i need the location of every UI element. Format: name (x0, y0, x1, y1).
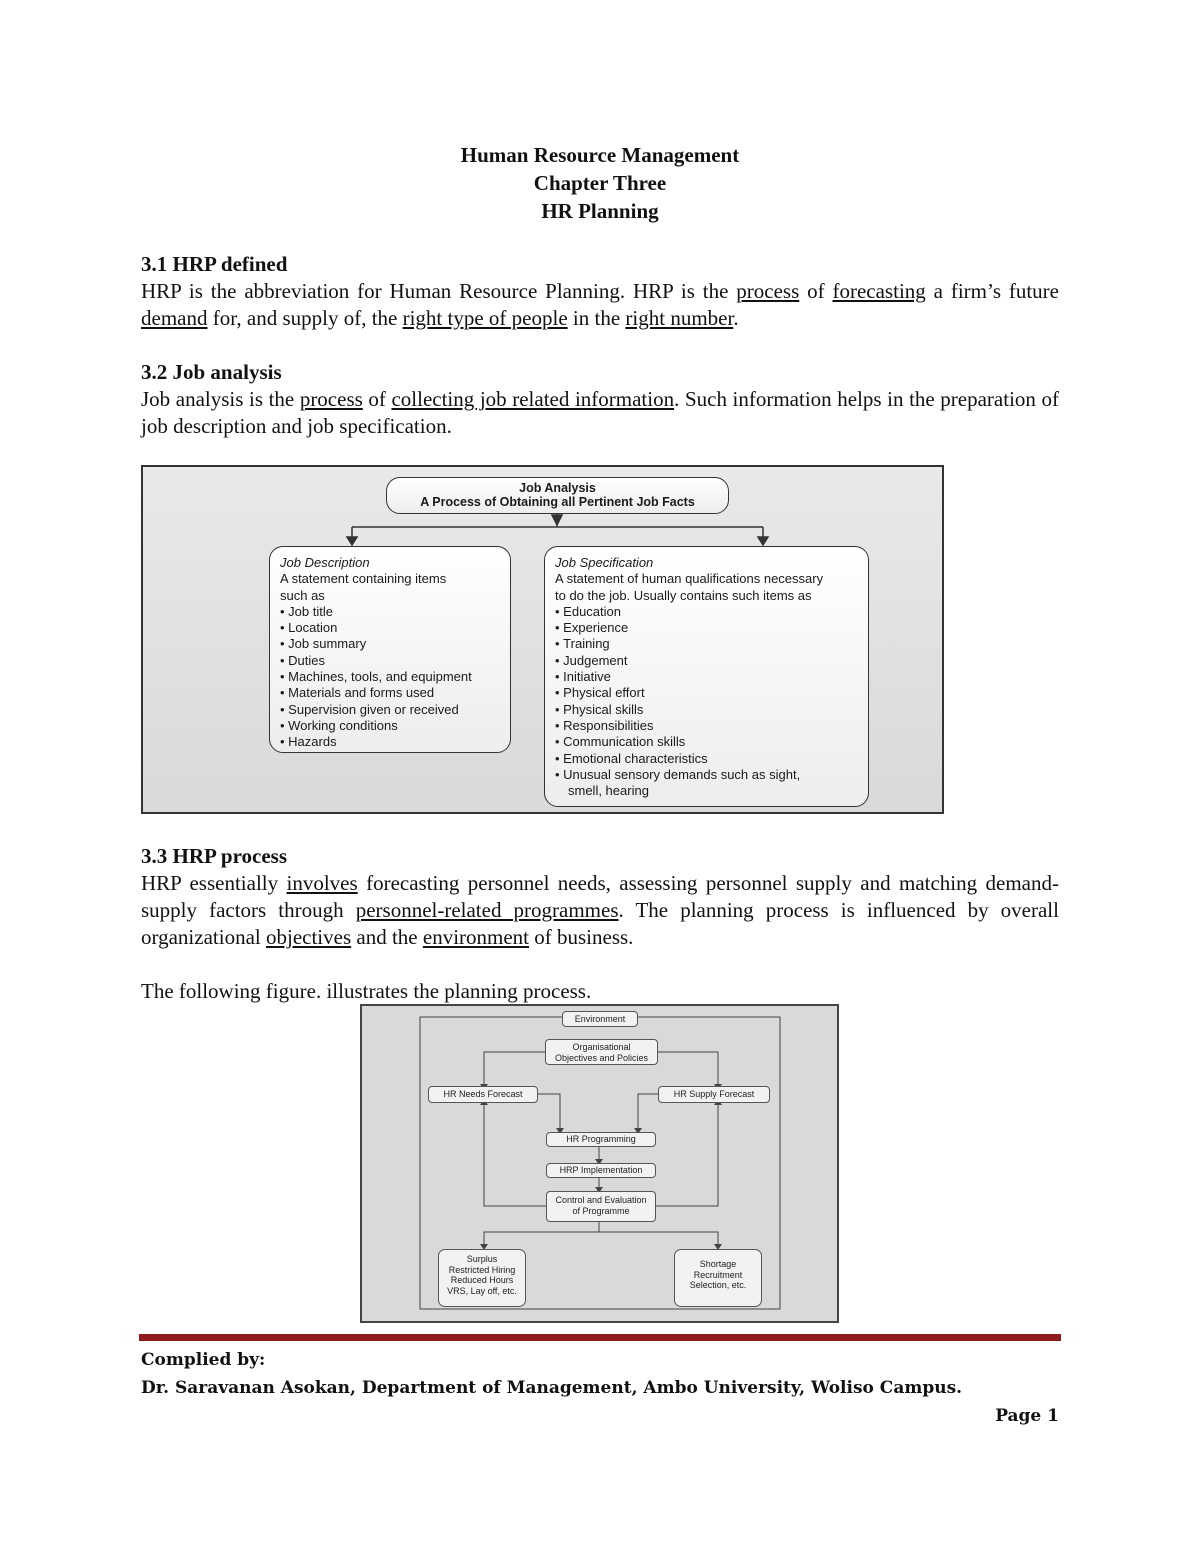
connector-line (538, 1094, 560, 1130)
section-paragraph (141, 870, 1059, 951)
text-run: of (362, 387, 392, 411)
chapter-title: Chapter Three (533, 171, 667, 195)
list-item: • Hazards (280, 734, 500, 750)
box-label: of Programme (572, 1205, 630, 1216)
arrow-head (347, 537, 357, 545)
box-heading: Job Description (280, 555, 370, 570)
job-description-box (269, 546, 511, 753)
list-item: • Duties (280, 653, 500, 669)
box-label: Recruitment (693, 1269, 743, 1280)
box-label: Organisational (572, 1042, 631, 1052)
figure-title: Job Analysis (519, 481, 596, 495)
list-item: • Supervision given or received (280, 702, 500, 718)
section-heading: 3.3 HRP process (141, 844, 288, 868)
text-run: Job analysis is the (141, 387, 300, 411)
job-specification-list (555, 604, 858, 783)
list-item: • Working conditions (280, 718, 500, 734)
text-run: . (733, 306, 739, 330)
section-paragraph (141, 386, 1059, 440)
arrow-head (552, 515, 562, 525)
text-run: a firm’s future (925, 279, 1059, 303)
underlined-term: demand (141, 306, 208, 330)
list-item: • Emotional characteristics (555, 751, 858, 767)
author-line: Dr. Saravanan Asokan, Department of Management, Ambo University, Woliso Campus. (141, 1378, 963, 1398)
job-description-list (280, 604, 500, 751)
box-label: VRS, Lay off, etc. (447, 1285, 517, 1296)
text-run: . The planning process is influenced by overall organizational (141, 898, 1059, 949)
hr-programming-box: HR Programming (546, 1132, 656, 1147)
text-run: of (799, 279, 833, 303)
box-label: Selection, etc. (689, 1280, 747, 1290)
text-run: HRP is the abbreviation for Human Resource Planning. HRP is the (141, 279, 737, 303)
compiled-by-label: Complied by: (141, 1350, 266, 1370)
list-item: • Education (555, 604, 858, 620)
list-item: • Communication skills (555, 734, 858, 750)
box-label: Shortage (699, 1259, 737, 1269)
underlined-term: environment (422, 925, 530, 949)
underlined-term: involves (286, 871, 358, 895)
surplus-box (438, 1249, 526, 1307)
underlined-term: objectives (266, 925, 352, 949)
text-run: in the (567, 306, 626, 330)
list-item-continuation: smell, hearing (568, 783, 649, 799)
footer-rule (139, 1334, 1061, 1341)
box-label: Control and Evaluation (555, 1195, 647, 1205)
list-item: • Training (555, 636, 858, 652)
hr-needs-forecast-box: HR Needs Forecast (428, 1086, 538, 1103)
list-item: • Responsibilities (555, 718, 858, 734)
job-specification-box (544, 546, 869, 807)
list-item: • Initiative (555, 669, 858, 685)
list-item: • Location (280, 620, 500, 636)
box-intro: A statement containing items (280, 571, 447, 587)
text-run: . Such information helps in the preparation of job description and job specification. (141, 387, 1059, 438)
box-label: Restricted Hiring (448, 1264, 516, 1275)
underlined-term: personnel-related programmes (355, 898, 619, 922)
list-item: • Judgement (555, 653, 858, 669)
list-item: • Physical skills (555, 702, 858, 718)
job-analysis-title-box (386, 477, 729, 514)
box-intro: to do the job. Usually contains such items as (555, 587, 812, 603)
section-3-3 (141, 843, 1059, 1005)
section-3-1 (141, 251, 1059, 332)
underlined-term: process (736, 279, 800, 303)
underlined-term: collecting job related information (391, 387, 675, 411)
page-number: Page 1 (995, 1406, 1059, 1426)
connector-line (656, 1103, 718, 1206)
connector-line (484, 1052, 545, 1086)
list-item: • Experience (555, 620, 858, 636)
control-evaluation-box (546, 1191, 656, 1222)
connector-line (638, 1094, 658, 1130)
section-heading: 3.1 HRP defined (141, 252, 288, 276)
underlined-term: forecasting (832, 279, 926, 303)
arrow-head (758, 537, 768, 545)
connector-line (484, 1222, 599, 1246)
figure-intro: The following figure. illustrates the planning process. (141, 979, 592, 1003)
objectives-box (545, 1039, 658, 1065)
underlined-term: right number (625, 306, 734, 330)
topic-title: HR Planning (541, 199, 659, 223)
hrp-implementation-box: HRP Implementation (546, 1163, 656, 1178)
text-run: for, and supply of, the (207, 306, 403, 330)
box-label: Surplus (466, 1254, 498, 1264)
section-3-2 (141, 359, 1059, 440)
text-run: forecasting personnel needs, assessing personnel supply and matching demand-supply factors through (141, 871, 1059, 922)
connector-line (599, 1232, 718, 1246)
box-intro: such as (280, 587, 325, 603)
list-item: • Job summary (280, 636, 500, 652)
document-title: Human Resource Management (460, 143, 740, 167)
job-analysis-figure (141, 465, 944, 814)
list-item: • Unusual sensory demands such as sight, (555, 767, 858, 783)
list-item: • Job title (280, 604, 500, 620)
section-paragraph (141, 278, 1059, 332)
box-label: Objectives and Policies (554, 1052, 649, 1063)
figure-subtitle: A Process of Obtaining all Pertinent Job Facts (420, 495, 695, 509)
shortage-box (674, 1249, 762, 1307)
text-run: HRP essentially (141, 871, 287, 895)
title-block (0, 141, 1200, 225)
underlined-term: right type of people (402, 306, 568, 330)
section-heading: 3.2 Job analysis (141, 360, 282, 384)
list-item: • Physical effort (555, 685, 858, 701)
text-run: of business. (529, 925, 634, 949)
box-heading: Job Specification (555, 555, 654, 570)
connector-line (658, 1052, 718, 1086)
environment-box: Environment (562, 1011, 638, 1027)
list-item: • Machines, tools, and equipment (280, 669, 500, 685)
hr-planning-process-figure (360, 1004, 839, 1323)
connector-line (484, 1103, 546, 1206)
hr-supply-forecast-box: HR Supply Forecast (658, 1086, 770, 1103)
text-run: and the (351, 925, 423, 949)
underlined-term: process (299, 387, 363, 411)
list-item: • Materials and forms used (280, 685, 500, 701)
box-label: Reduced Hours (450, 1275, 514, 1285)
box-intro: A statement of human qualifications necessary (555, 571, 824, 587)
